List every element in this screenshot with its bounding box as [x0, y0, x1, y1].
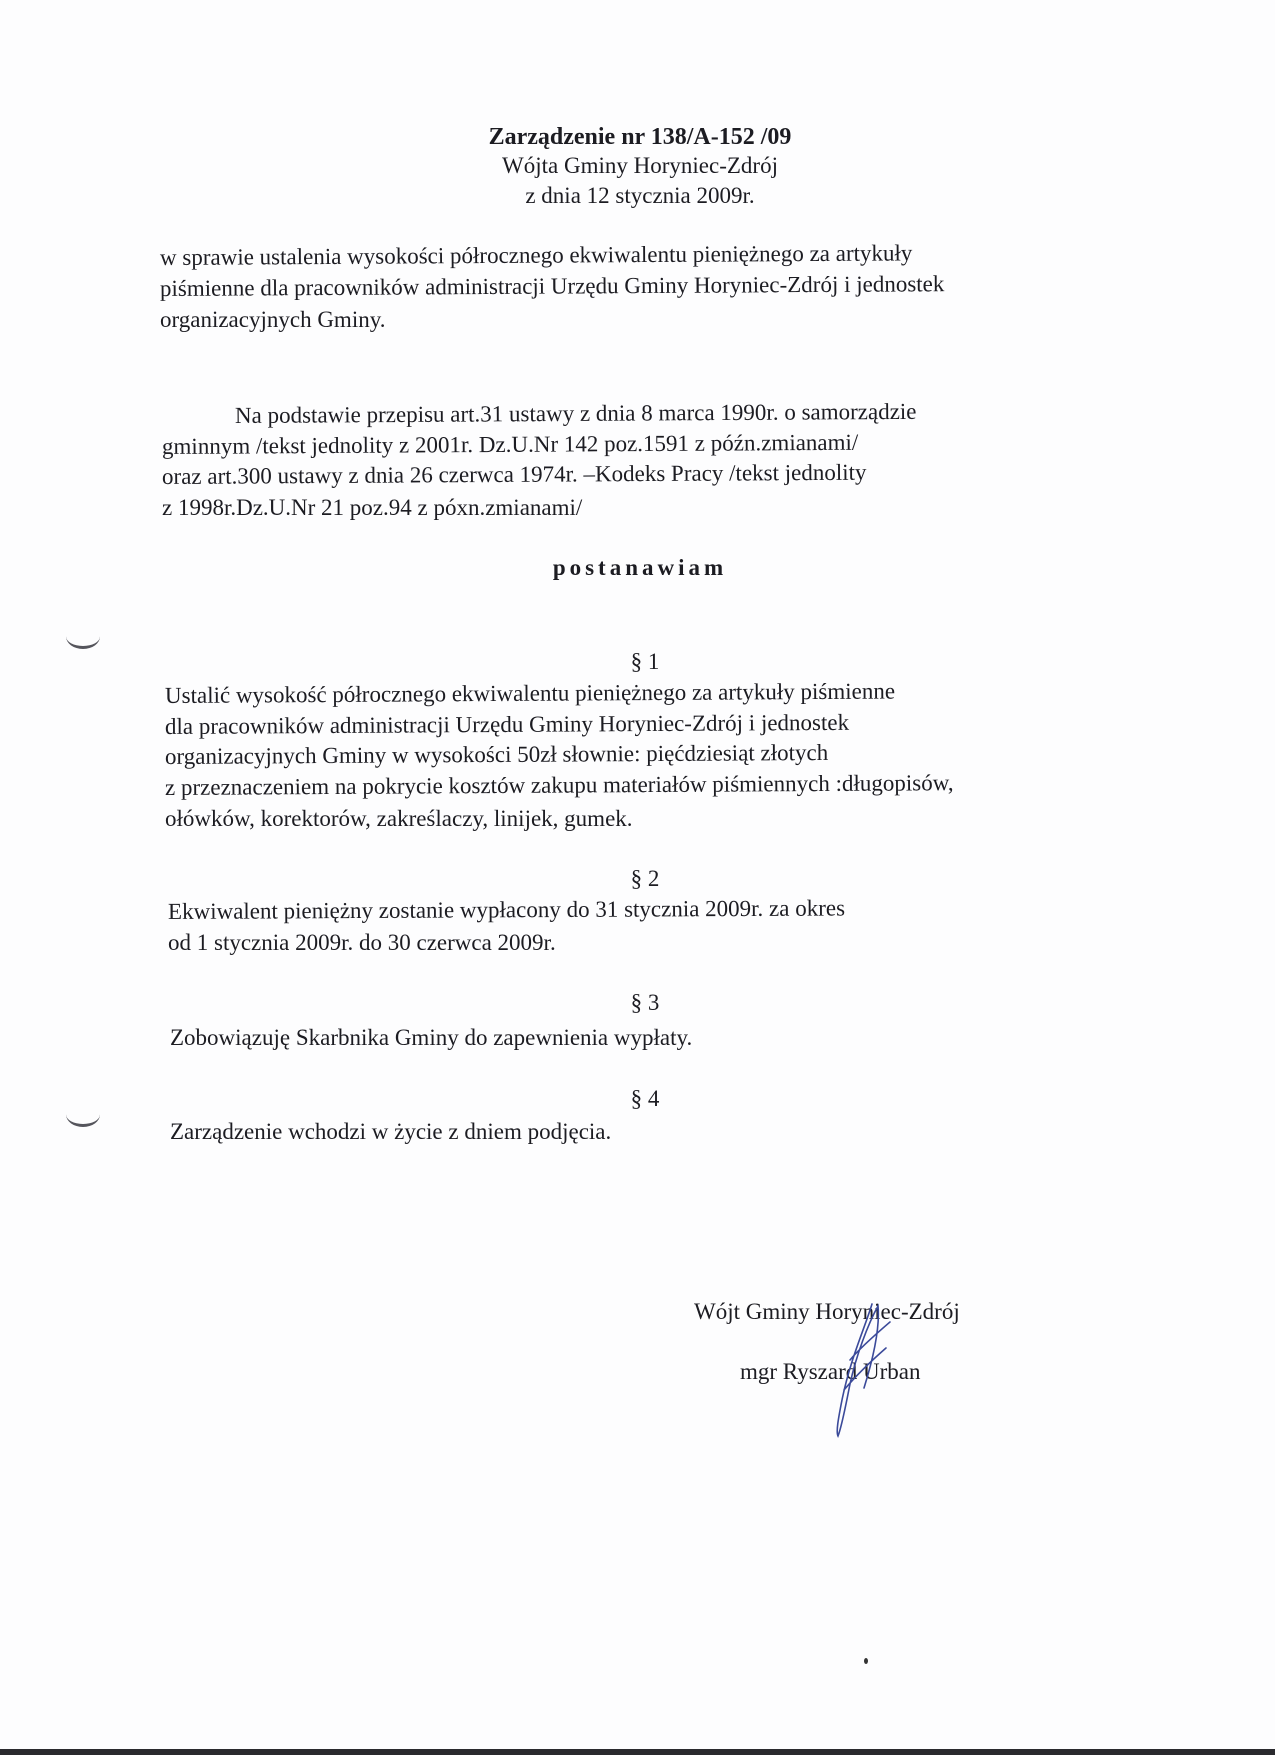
section-4-sign: § 4	[630, 1086, 660, 1111]
legal-basis-line-2: gminnym /tekst jednolity z 2001r. Dz.U.Nr 142 poz.1591 z późn.zmianami/	[161, 429, 859, 459]
section-2-line-1: Ekwiwalent pieniężny zostanie wypłacony do 31 stycznia 2009r. za okres	[167, 895, 846, 924]
signatory-name: mgr Ryszard Urban	[740, 1359, 921, 1384]
punch-hole-bottom	[66, 1102, 100, 1127]
section-2-sign: § 2	[630, 866, 660, 891]
section-3-line-1: Zobowiązuję Skarbnika Gminy do zapewnienia wypłaty.	[170, 1025, 693, 1050]
section-1-line-1: Ustalić wysokość półrocznego ekwiwalentu pieniężnego za artykuły piśmienne	[164, 678, 896, 708]
scan-edge	[0, 1749, 1275, 1755]
handwritten-signature	[820, 1300, 900, 1440]
scan-speck	[864, 1658, 868, 1664]
subject-line-3: organizacyjnych Gminy.	[160, 307, 386, 332]
subject-line-2: piśmienne dla pracowników administracji Urzędu Gminy Horyniec-Zdrój i jednostek	[159, 271, 945, 301]
legal-basis-line-4: z 1998r.Dz.U.Nr 21 poz.94 z póxn.zmianami/	[162, 495, 583, 520]
document-title: Zarządzenie nr 138/A-152 /09	[488, 124, 792, 150]
signatory-office: Wójt Gminy Horyniec-Zdrój	[694, 1299, 960, 1324]
section-1-line-5: ołówków, korektorów, zakreślaczy, linijek, gumek.	[165, 806, 633, 831]
section-1-line-2: dla pracowników administracji Urzędu Gminy Horyniec-Zdrój i jednostek	[164, 709, 850, 739]
section-4-line-1: Zarządzenie wchodzi w życie z dniem podjęcia.	[170, 1119, 612, 1144]
legal-basis-line-3: oraz art.300 ustawy z dnia 26 czerwca 1974r. –Kodeks Pracy /tekst jednolity	[161, 459, 867, 489]
section-1-line-3: organizacyjnych Gminy w wysokości 50zł słownie: pięćdziesiąt złotych	[164, 739, 829, 769]
document-issuer: Wójta Gminy Horyniec-Zdrój	[502, 153, 778, 178]
section-1-line-4: z przeznaczeniem na pokrycie kosztów zakupu materiałów piśmiennych :długopisów,	[164, 770, 954, 800]
legal-basis-line-1: Na podstawie przepisu art.31 ustawy z dnia 8 marca 1990r. o samorządzie	[234, 398, 917, 428]
section-2-line-2: od 1 stycznia 2009r. do 30 czerwca 2009r.	[168, 930, 556, 955]
decision-word: postanawiam	[552, 555, 728, 580]
document-date: z dnia 12 stycznia 2009r.	[525, 183, 755, 208]
punch-hole-top	[66, 624, 100, 649]
section-3-sign: § 3	[630, 990, 660, 1015]
subject-line-1: w sprawie ustalenia wysokości półrocznego ekwiwalentu pieniężnego za artykuły	[159, 240, 913, 270]
section-1-sign: § 1	[630, 649, 660, 674]
